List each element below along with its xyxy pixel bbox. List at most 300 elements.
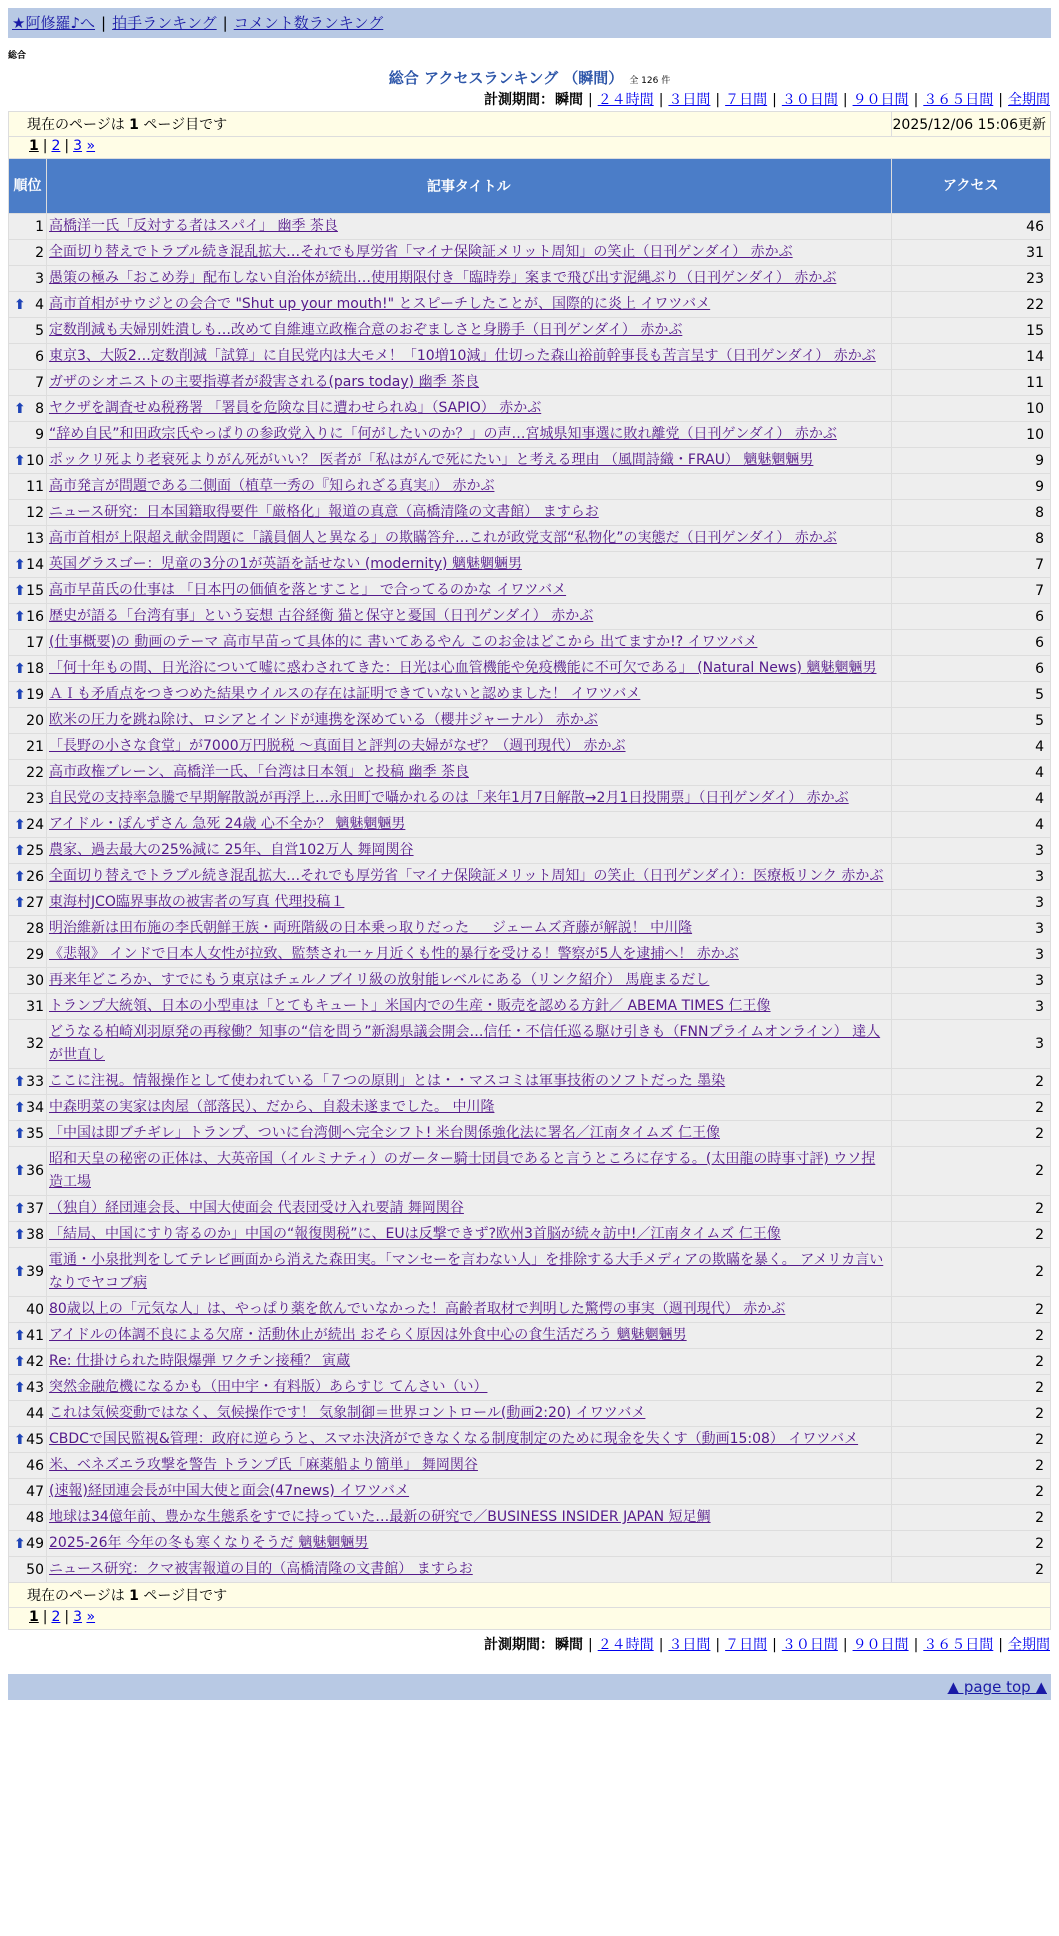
up-arrow-icon: ⬆ — [14, 1379, 26, 1396]
table-row — [9, 214, 1051, 240]
table-row — [9, 292, 1051, 318]
applause-ranking-link[interactable]: 拍手ランキング — [112, 14, 217, 32]
rank-number: 46 — [26, 1457, 44, 1474]
table-row — [9, 968, 1051, 994]
rank-column-header: 順位 — [9, 159, 47, 214]
access-count: 6 — [891, 630, 1051, 656]
rank-number: 16 — [26, 608, 44, 625]
rank-cell — [9, 1121, 47, 1147]
article-title-link[interactable]: これは気候変動ではなく、気候操作です！ 気象制御＝世界コントロール(動画2:20) イワツバメ — [49, 1405, 646, 1421]
rank-cell — [9, 1095, 47, 1121]
pager-link-2[interactable]: 2 — [51, 137, 61, 154]
article-title-link[interactable]: 地球は34億年前、豊かな生態系をすでに持っていた…最新の研究で／BUSINESS INSIDER JAPAN 短足鯛 — [49, 1509, 711, 1525]
period-label: 計測期間： — [483, 92, 554, 108]
up-arrow-icon: ⬆ — [14, 660, 26, 677]
up-arrow-icon: ⬆ — [14, 1163, 26, 1179]
article-title-link[interactable]: 高市首相がサウジとの会合で "Shut up your mouth!" とスピーチしたことが、国際的に炎上 イワツバメ — [49, 296, 711, 312]
table-row — [9, 604, 1051, 630]
pager-separator: | — [42, 1608, 48, 1625]
table-row — [9, 942, 1051, 968]
access-count: 2 — [891, 1196, 1051, 1222]
title-cell — [47, 1349, 892, 1375]
up-arrow-icon: ⬆ — [14, 1431, 26, 1448]
page-info-number: 1 — [129, 1588, 139, 1604]
access-count: 2 — [891, 1375, 1051, 1401]
comment-ranking-link[interactable]: コメント数ランキング — [233, 14, 384, 32]
title-cell — [47, 1069, 892, 1095]
rank-cell — [9, 1375, 47, 1401]
rank-number: 18 — [26, 660, 44, 677]
access-count: 22 — [891, 292, 1051, 318]
rank-cell — [9, 266, 47, 292]
title-cell — [47, 994, 892, 1020]
rank-number: 9 — [35, 426, 44, 443]
access-count: 7 — [891, 578, 1051, 604]
article-title-link[interactable]: 欧米の圧力を跳ね除け、ロシアとインドが連携を深めている（櫻井ジャーナル） 赤かぶ — [49, 712, 598, 728]
access-count: 6 — [891, 604, 1051, 630]
access-count: 2 — [891, 1479, 1051, 1505]
up-arrow-icon: ⬆ — [14, 816, 26, 833]
page-title-text: 総合 アクセスランキング （瞬間） — [388, 69, 624, 87]
table-row — [9, 1505, 1051, 1531]
article-title-link[interactable]: 「長野の小さな食堂」が7000万円脱税 ～真面目と評判の夫婦がなぜ？（週刊現代） 赤かぶ — [49, 738, 626, 754]
access-count: 2 — [891, 1557, 1051, 1583]
rank-number: 36 — [26, 1163, 44, 1179]
access-count: 14 — [891, 344, 1051, 370]
rank-cell — [9, 682, 47, 708]
article-title-link[interactable]: 「何十年もの間、日光浴について嘘に惑わされてきた：日光は心血管機能や免疫機能に不可欠である」 (Natural News) 魑魅魍魎男 — [49, 660, 877, 676]
up-arrow-icon: ⬆ — [14, 296, 26, 313]
table-row — [9, 500, 1051, 526]
period-option-link[interactable]: ７日間 — [725, 1637, 768, 1653]
period-separator: | — [658, 1637, 664, 1653]
access-count: 4 — [891, 812, 1051, 838]
rank-cell — [9, 994, 47, 1020]
title-cell — [47, 422, 892, 448]
rank-number: 11 — [26, 478, 44, 495]
article-title-link[interactable]: ポックリ死より老衰死よりがん死がいい？ 医者が「私はがんで死にたい」と考える理由 （風間詩織・FRAU） 魑魅魍魎男 — [49, 452, 814, 468]
period-option-link[interactable]: ９０日間 — [852, 1637, 909, 1653]
rank-cell — [9, 552, 47, 578]
rank-number: 33 — [26, 1073, 44, 1090]
period-separator: | — [587, 1637, 593, 1653]
title-cell — [47, 1095, 892, 1121]
rank-number: 44 — [26, 1405, 44, 1422]
access-count: 3 — [891, 916, 1051, 942]
period-option-link[interactable]: ２４時間 — [597, 92, 654, 108]
title-cell — [47, 552, 892, 578]
rank-number: 7 — [35, 374, 44, 391]
rank-cell — [9, 916, 47, 942]
table-row — [9, 1557, 1051, 1583]
rank-number: 40 — [26, 1301, 44, 1318]
rank-number: 21 — [26, 738, 44, 755]
updated-text: 2025/12/06 15:06更新 — [892, 117, 1046, 133]
table-row — [9, 1401, 1051, 1427]
rank-number: 47 — [26, 1483, 44, 1500]
title-cell — [47, 708, 892, 734]
period-option-link[interactable]: 全期間 — [1008, 92, 1050, 108]
rank-cell — [9, 448, 47, 474]
table-row — [9, 1297, 1051, 1323]
table-header-row — [9, 159, 1051, 214]
article-title-link[interactable]: 自民党の支持率急騰で早期解散説が再浮上…永田町で囁かれるのは「来年1月7日解散→2月1日投開票」（日刊ゲンダイ） 赤かぶ — [49, 790, 849, 806]
access-count: 3 — [891, 890, 1051, 916]
article-title-link[interactable]: 2025-26年 今年の冬も寒くなりそうだ 魑魅魍魎男 — [49, 1535, 369, 1551]
title-cell — [47, 1557, 892, 1583]
article-title-link[interactable]: CBDCで国民監視&管理：政府に逆らうと、スマホ決済ができなくなる制度制定のために現金を失くす（動画15:08） イワツバメ — [49, 1431, 859, 1447]
article-title-link[interactable]: 全面切り替えでトラブル続き混乱拡大…それでも厚労省「マイナ保険証メリット周知」の笑止（日刊ゲンダイ） 赤かぶ — [49, 244, 793, 260]
article-title-link[interactable]: 再来年どころか、すでにもう東京はチェルノブイリ級の放射能レベルにある（リンク紹介） 馬鹿まるだし — [49, 972, 710, 988]
access-count: 4 — [891, 786, 1051, 812]
article-title-link[interactable]: (仕事概要)の 動画のテーマ 高市早苗って具体的に 書いてあるやん このお金はどこから 出てますか!? イワツバメ — [49, 634, 758, 650]
title-cell — [47, 370, 892, 396]
rank-number: 42 — [26, 1353, 44, 1370]
article-title-link[interactable]: （独自）経団連会長、中国大使面会 代表団受け入れ要請 舞岡関谷 — [49, 1200, 464, 1216]
rank-number: 20 — [26, 712, 44, 729]
page-info-prefix: 現在のページは — [27, 117, 130, 133]
up-arrow-icon: ⬆ — [14, 842, 26, 859]
up-arrow-icon: ⬆ — [14, 1353, 26, 1370]
page-info-bottom — [9, 1583, 1051, 1608]
table-row — [9, 1531, 1051, 1557]
access-count: 6 — [891, 656, 1051, 682]
pager-next[interactable]: » — [86, 137, 96, 154]
access-count: 2 — [891, 1297, 1051, 1323]
access-count: 3 — [891, 994, 1051, 1020]
article-title-link[interactable]: どうなる柏崎刈羽原発の再稼働？知事の“信を問う”新潟県議会開会…信任・不信任巡る駆け引きも（FNNプライムオンライン） 達人が世直し — [49, 1024, 881, 1063]
table-row — [9, 708, 1051, 734]
table-row — [9, 734, 1051, 760]
article-title-link[interactable]: 中森明菜の実家は肉屋（部落民）、だから、自殺未遂までした。 中川隆 — [49, 1099, 495, 1115]
up-arrow-icon: ⬆ — [14, 1073, 26, 1090]
article-title-link[interactable]: 全面切り替えでトラブル続き混乱拡大…それでも厚労省「マイナ保険証メリット周知」の笑止（日刊ゲンダイ）：医療板リンク 赤かぶ — [49, 868, 884, 884]
access-count: 3 — [891, 968, 1051, 994]
period-selector-bottom — [8, 1634, 1051, 1656]
title-cell — [47, 474, 892, 500]
article-title-link[interactable]: 「中国は即ブチギレ」トランプ、ついに台湾側へ完全シフト! 米台関係強化法に署名／江南タイムズ 仁王像 — [49, 1125, 720, 1141]
table-row — [9, 812, 1051, 838]
period-option-link[interactable]: ７日間 — [725, 92, 768, 108]
rank-number: 35 — [26, 1125, 44, 1142]
table-row — [9, 1453, 1051, 1479]
article-title-link[interactable]: 電通・小泉批判をしてテレビ画面から消えた森田実。「マンセーを言わない人」を排除する大手メディアの欺瞞を暴く。 アメリカ言いなりでヤコブ病 — [49, 1252, 884, 1291]
pager-link-2[interactable]: 2 — [51, 1608, 61, 1625]
rank-cell — [9, 656, 47, 682]
rank-number: 50 — [26, 1561, 44, 1578]
access-count: 9 — [891, 448, 1051, 474]
access-count: 5 — [891, 682, 1051, 708]
pager-bottom — [9, 1608, 1051, 1630]
article-title-link[interactable]: 《悲報》 インドで日本人女性が拉致、監禁され一ヶ月近くも性的暴行を受ける！警察が5人を逮捕へ！ 赤かぶ — [49, 946, 739, 962]
period-option-link[interactable]: ３０日間 — [781, 1637, 838, 1653]
article-title-link[interactable]: ニュース研究：日本国籍取得要件「厳格化」報道の真意（高橋清隆の文書館） ますらお — [49, 504, 599, 520]
rank-cell — [9, 578, 47, 604]
rank-number: 49 — [26, 1535, 44, 1552]
title-cell — [47, 1479, 892, 1505]
page-top-link[interactable]: ▲ page top ▲ — [947, 1678, 1047, 1696]
article-title-link[interactable]: 高市政権ブレーン、高橋洋一氏、「台湾は日本領」と投稿 幽季 茶良 — [49, 764, 469, 780]
pager-separator: | — [64, 137, 70, 154]
rank-cell — [9, 1196, 47, 1222]
rank-number: 12 — [26, 504, 44, 521]
pager-link-3[interactable]: 3 — [73, 1608, 83, 1625]
article-title-link[interactable]: 愚策の極み「おこめ券」配布しない自治体が続出…使用期限付き「臨時券」案まで飛び出す泥縄ぶり（日刊ゲンダイ） 赤かぶ — [49, 270, 837, 286]
article-title-link[interactable]: ガザのシオニストの主要指導者が殺害される(pars today) 幽季 茶良 — [49, 374, 480, 390]
article-title-link[interactable]: 定数削減も夫婦別姓潰しも…改めて自維連立政権合意のおぞましさと身勝手（日刊ゲンダイ） 赤かぶ — [49, 322, 683, 338]
page-info — [9, 112, 892, 137]
article-title-link[interactable]: ＡＩも矛盾点をつきつめた結果ウイルスの存在は証明できていないと認めました！ イワツバメ — [49, 686, 641, 702]
article-title-link[interactable]: 突然金融危機になるかも（田中宇・有料版）あらすじ てんさい（い） — [49, 1379, 488, 1395]
title-cell — [47, 734, 892, 760]
title-cell — [47, 604, 892, 630]
page-info-suffix: ページ目です — [138, 1588, 228, 1604]
ranking-table — [8, 111, 1051, 1630]
table-row — [9, 890, 1051, 916]
title-cell — [47, 396, 892, 422]
title-cell — [47, 318, 892, 344]
article-title-link[interactable]: 昭和天皇の秘密の正体は、大英帝国（イルミナティ）のガーター騎士団員であると言うところに存する。(太田龍の時事寸評) ウソ捏造工場 — [49, 1151, 876, 1190]
article-title-link[interactable]: “辞め自民”和田政宗氏やっぱりの参政党入りに「何がしたいのか？」の声…宮城県知事選に敗れ離党（日刊ゲンダイ） 赤かぶ — [49, 426, 837, 442]
rank-cell — [9, 1069, 47, 1095]
rank-number: 4 — [35, 296, 44, 313]
pager-row — [9, 137, 1051, 159]
rank-cell — [9, 968, 47, 994]
title-cell — [47, 890, 892, 916]
access-count: 31 — [891, 240, 1051, 266]
rank-number: 37 — [26, 1200, 44, 1217]
page-info-row-bottom — [9, 1583, 1051, 1608]
title-cell — [47, 812, 892, 838]
title-cell — [47, 1453, 892, 1479]
up-arrow-icon: ⬆ — [14, 1535, 26, 1552]
access-count: 2 — [891, 1147, 1051, 1196]
article-title-link[interactable]: (速報)経団連会長が中国大使と面会(47news) イワツバメ — [49, 1483, 410, 1499]
title-cell — [47, 682, 892, 708]
period-label: 計測期間： — [483, 1637, 554, 1653]
pager-next[interactable]: » — [86, 1608, 96, 1625]
article-title-link[interactable]: Re: 仕掛けられた時限爆弾 ワクチン接種？ 寅蔵 — [49, 1353, 351, 1369]
up-arrow-icon: ⬆ — [14, 400, 26, 417]
rank-cell — [9, 1147, 47, 1196]
article-title-link[interactable]: 東京3、大阪2…定数削減「試算」に自民党内は大モメ！「10増10減」仕切った森山裕前幹事長も苦言呈す（日刊ゲンダイ） 赤かぶ — [49, 348, 876, 364]
period-separator: | — [772, 1637, 777, 1653]
access-count: 3 — [891, 838, 1051, 864]
title-cell — [47, 1505, 892, 1531]
article-title-link[interactable]: 農家、過去最大の25%減に 25年、自営102万人 舞岡関谷 — [49, 842, 414, 858]
rank-number: 14 — [26, 556, 44, 573]
access-count: 5 — [891, 708, 1051, 734]
title-cell — [47, 500, 892, 526]
title-cell — [47, 266, 892, 292]
article-title-link[interactable]: 高市発言が問題である二側面（植草一秀の『知られざる真実』） 赤かぶ — [49, 478, 495, 494]
period-selector-top — [8, 89, 1051, 111]
access-count: 10 — [891, 422, 1051, 448]
period-option-link[interactable]: ３０日間 — [781, 92, 838, 108]
article-title-link[interactable]: 高市早苗氏の仕事は 「日本円の価値を落とすこと」 で合ってるのかな イワツバメ — [49, 582, 567, 598]
rank-cell — [9, 500, 47, 526]
period-separator: | — [772, 92, 777, 108]
rank-number: 19 — [26, 686, 44, 703]
rank-cell — [9, 1349, 47, 1375]
period-option-link[interactable]: ３６５日間 — [923, 1637, 994, 1653]
rank-number: 28 — [26, 920, 44, 937]
rank-number: 29 — [26, 946, 44, 963]
table-row — [9, 682, 1051, 708]
nav-separator: | — [101, 14, 107, 32]
table-row — [9, 370, 1051, 396]
title-cell — [47, 448, 892, 474]
article-title-link[interactable]: ニュース研究：クマ被害報道の目的（高橋清隆の文書館） ますらお — [49, 1561, 473, 1577]
access-count: 3 — [891, 864, 1051, 890]
article-title-link[interactable]: 高市首相が上限超え献金問題に「議員個人と異なる」の欺瞞答弁…これが政党支部“私物化”の実態だ（日刊ゲンダイ） 赤かぶ — [49, 530, 837, 546]
table-row — [9, 1069, 1051, 1095]
rank-cell — [9, 1297, 47, 1323]
access-count: 2 — [891, 1121, 1051, 1147]
title-cell — [47, 1323, 892, 1349]
access-count: 7 — [891, 552, 1051, 578]
rank-cell — [9, 396, 47, 422]
table-row — [9, 1375, 1051, 1401]
period-separator: | — [998, 1637, 1003, 1653]
period-option-link[interactable]: ２４時間 — [597, 1637, 654, 1653]
rank-cell — [9, 318, 47, 344]
article-title-link[interactable]: 東海村JCO臨界事故の被害者の写真 代理投稿１ — [49, 894, 345, 910]
rank-cell — [9, 760, 47, 786]
access-count: 2 — [891, 1323, 1051, 1349]
title-cell — [47, 656, 892, 682]
article-title-link[interactable]: 高橋洋一氏「反対する者はスパイ」 幽季 茶良 — [49, 218, 338, 234]
access-count: 8 — [891, 500, 1051, 526]
title-cell — [47, 864, 892, 890]
title-cell — [47, 916, 892, 942]
article-title-link[interactable]: 「結局、中国にすり寄るのか」中国の“報復関税”に、EUは反撃できず?欧州3首脳が続々訪中!／江南タイムズ 仁王像 — [49, 1226, 781, 1242]
table-row — [9, 552, 1051, 578]
article-title-link[interactable]: ここに注視。情報操作として使われている「７つの原則」とは・・マスコミは軍事技術のソフトだった 墨染 — [49, 1073, 726, 1089]
table-row — [9, 838, 1051, 864]
rank-cell — [9, 1020, 47, 1069]
table-row — [9, 266, 1051, 292]
page-info-row — [9, 112, 1051, 137]
rank-cell — [9, 786, 47, 812]
rank-number: 1 — [35, 218, 44, 235]
rank-number: 17 — [26, 634, 44, 651]
up-arrow-icon: ⬆ — [14, 608, 26, 625]
table-row — [9, 1095, 1051, 1121]
period-option-link[interactable]: ３日間 — [668, 1637, 711, 1653]
rank-number: 26 — [26, 868, 44, 885]
rank-cell — [9, 240, 47, 266]
rank-cell — [9, 630, 47, 656]
title-cell — [47, 578, 892, 604]
article-title-link[interactable]: 歴史が語る「台湾有事」という妄想 古谷経衡 猫と保守と憂国（日刊ゲンダイ） 赤かぶ — [49, 608, 594, 624]
pager-top — [9, 137, 1051, 159]
rank-cell — [9, 1479, 47, 1505]
rank-number: 2 — [35, 244, 44, 261]
table-row — [9, 760, 1051, 786]
period-option-link[interactable]: ９０日間 — [852, 92, 909, 108]
pager-current: 1 — [29, 137, 39, 154]
page-info-prefix: 現在のページは — [27, 1588, 130, 1604]
article-title-link[interactable]: アイドルの体調不良による欠席・活動休止が続出 おそらく原因は外食中心の食生活だろう 魑魅魍魎男 — [49, 1327, 687, 1343]
period-option-link[interactable]: ３日間 — [668, 92, 711, 108]
article-title-link[interactable]: 米、ベネズエラ攻撃を警告 トランプ氏「麻薬船より簡単」 舞岡関谷 — [49, 1457, 478, 1473]
access-count: 8 — [891, 526, 1051, 552]
title-cell — [47, 1297, 892, 1323]
rank-cell — [9, 1505, 47, 1531]
rank-cell — [9, 1427, 47, 1453]
access-column-header: アクセス — [891, 159, 1051, 214]
table-row — [9, 1349, 1051, 1375]
table-row — [9, 630, 1051, 656]
table-row — [9, 864, 1051, 890]
title-cell — [47, 786, 892, 812]
pager-link-3[interactable]: 3 — [73, 137, 83, 154]
title-cell — [47, 942, 892, 968]
rank-cell — [9, 422, 47, 448]
rank-number: 41 — [26, 1327, 44, 1344]
article-title-link[interactable]: 英国グラスゴー：児童の3分の1が英語を話せない (modernity) 魑魅魍魎男 — [49, 556, 522, 572]
access-count: 3 — [891, 942, 1051, 968]
article-title-link[interactable]: 明治維新は田布施の李氏朝鮮王族・両班階級の日本乗っ取りだった ＿ ジェームズ斉藤が解説！ 中川隆 — [49, 920, 693, 936]
home-link[interactable]: ★阿修羅♪へ — [12, 14, 96, 32]
rank-cell — [9, 1248, 47, 1297]
table-row — [9, 1323, 1051, 1349]
rank-cell — [9, 474, 47, 500]
article-title-link[interactable]: ヤクザを調査せぬ税務署 「署員を危険な目に遭わせられぬ」（SAPIO） 赤かぶ — [49, 400, 542, 416]
rank-cell — [9, 1453, 47, 1479]
access-count: 15 — [891, 318, 1051, 344]
table-row — [9, 526, 1051, 552]
up-arrow-icon: ⬆ — [14, 1327, 26, 1344]
table-row — [9, 1020, 1051, 1069]
updated-timestamp — [891, 112, 1051, 137]
period-option-link[interactable]: 全期間 — [1008, 1637, 1050, 1653]
rank-cell — [9, 838, 47, 864]
table-row — [9, 1121, 1051, 1147]
rank-number: 43 — [26, 1379, 44, 1396]
up-arrow-icon: ⬆ — [14, 1264, 26, 1280]
article-title-link[interactable]: トランプ大統領、日本の小型車は「とてもキュート」米国内での生産・販売を認める方針／ ABEMA TIMES 仁王像 — [49, 998, 771, 1014]
table-row — [9, 1427, 1051, 1453]
table-row — [9, 1147, 1051, 1196]
table-row — [9, 916, 1051, 942]
access-count: 2 — [891, 1453, 1051, 1479]
article-title-link[interactable]: アイドル・ぽんずさん 急死 24歳 心不全か？ 魑魅魍魎男 — [49, 816, 406, 832]
up-arrow-icon: ⬆ — [14, 686, 26, 703]
rank-number: 34 — [26, 1099, 44, 1116]
article-title-link[interactable]: 80歳以上の「元気な人」は、やっぱり薬を飲んでいなかった！高齢者取材で判明した驚愕の事実（週刊現代） 赤かぶ — [49, 1301, 786, 1317]
rank-cell — [9, 214, 47, 240]
category-kicker: 総合 — [8, 51, 27, 61]
access-count: 23 — [891, 266, 1051, 292]
pager-separator: | — [64, 1608, 70, 1625]
up-arrow-icon: ⬆ — [14, 1200, 26, 1217]
table-row — [9, 474, 1051, 500]
access-count: 10 — [891, 396, 1051, 422]
rank-number: 27 — [26, 894, 44, 911]
rank-cell — [9, 1557, 47, 1583]
period-separator: | — [842, 1637, 848, 1653]
rank-cell — [9, 344, 47, 370]
period-separator: | — [715, 92, 721, 108]
ranking-rows — [9, 214, 1051, 1583]
period-option-link[interactable]: ３６５日間 — [923, 92, 994, 108]
title-cell — [47, 968, 892, 994]
nav-separator: | — [222, 14, 228, 32]
title-cell — [47, 1020, 892, 1069]
period-separator: | — [587, 92, 593, 108]
